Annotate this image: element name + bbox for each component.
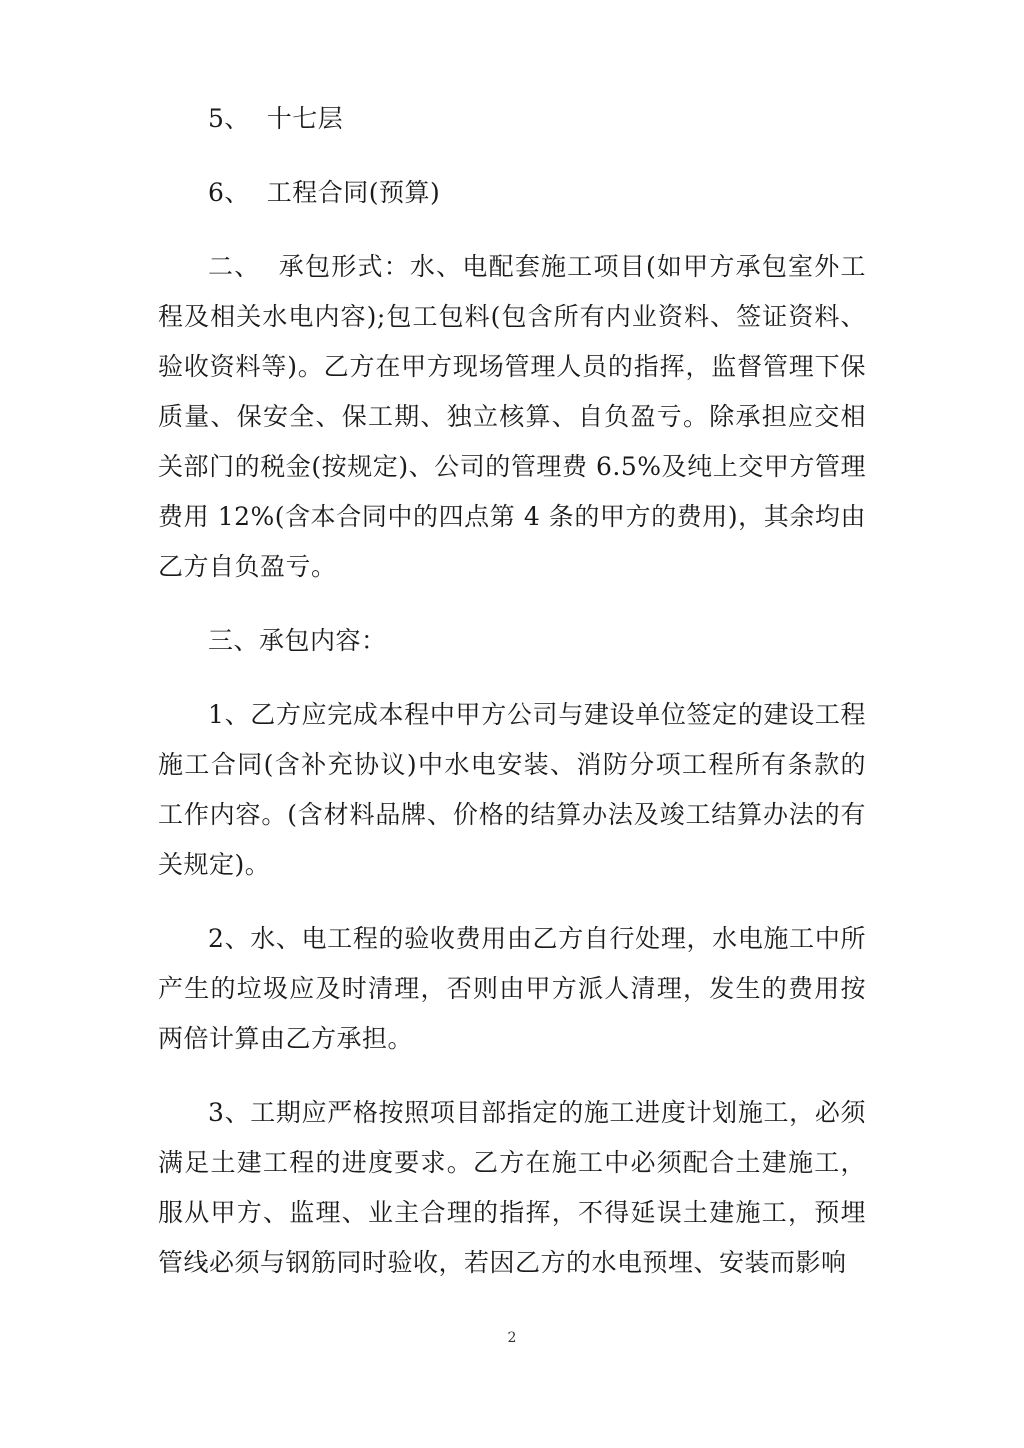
clause-1: 1、乙方应完成本程中甲方公司与建设单位签定的建设工程施工合同(含补充协议)中水电安装、消防分项工程所有条款的工作内容。(含材料品牌、价格的结算办法及竣工结算办法的有关规定)。 — [158, 700, 866, 879]
list-item-5-floor: 5、 十七层 — [208, 104, 344, 133]
clause-2: 2、水、电工程的验收费用由乙方自行处理，水电施工中所产生的垃圾应及时清理，否则由甲方派人清理，发生的费用按两倍计算由乙方承担。 — [158, 924, 866, 1053]
list-item-6-contract: 6、 工程合同(预算) — [208, 178, 441, 207]
section-2-contract-form: 二、 承包形式：水、电配套施工项目(如甲方承包室外工程及相关水电内容);包工包料(包含所有内业资料、签证资料、验收资料等)。乙方在甲方现场管理人员的指挥，监督管理下保质量、保安全、保工期、独立核算、自负盈亏。除承担应交相关部门的税金(按规定)、公司的管理费 6.5%及纯上交甲方管理费用 12%(含本合同中的四点第 4 条的甲方的费用)，其余均由乙方自负盈亏。 — [158, 252, 866, 581]
clause-3: 3、工期应严格按照项目部指定的施工进度计划施工，必须满足土建工程的进度要求。乙方在施工中必须配合土建施工，服从甲方、监理、业主合理的指挥，不得延误土建施工，预埋管线必须与钢筋同时验收，若因乙方的水电预埋、安装而影响 — [158, 1098, 866, 1277]
section-3-heading: 三、承包内容： — [208, 626, 387, 655]
document-body — [158, 94, 866, 1288]
page-number: 2 — [507, 1330, 517, 1346]
